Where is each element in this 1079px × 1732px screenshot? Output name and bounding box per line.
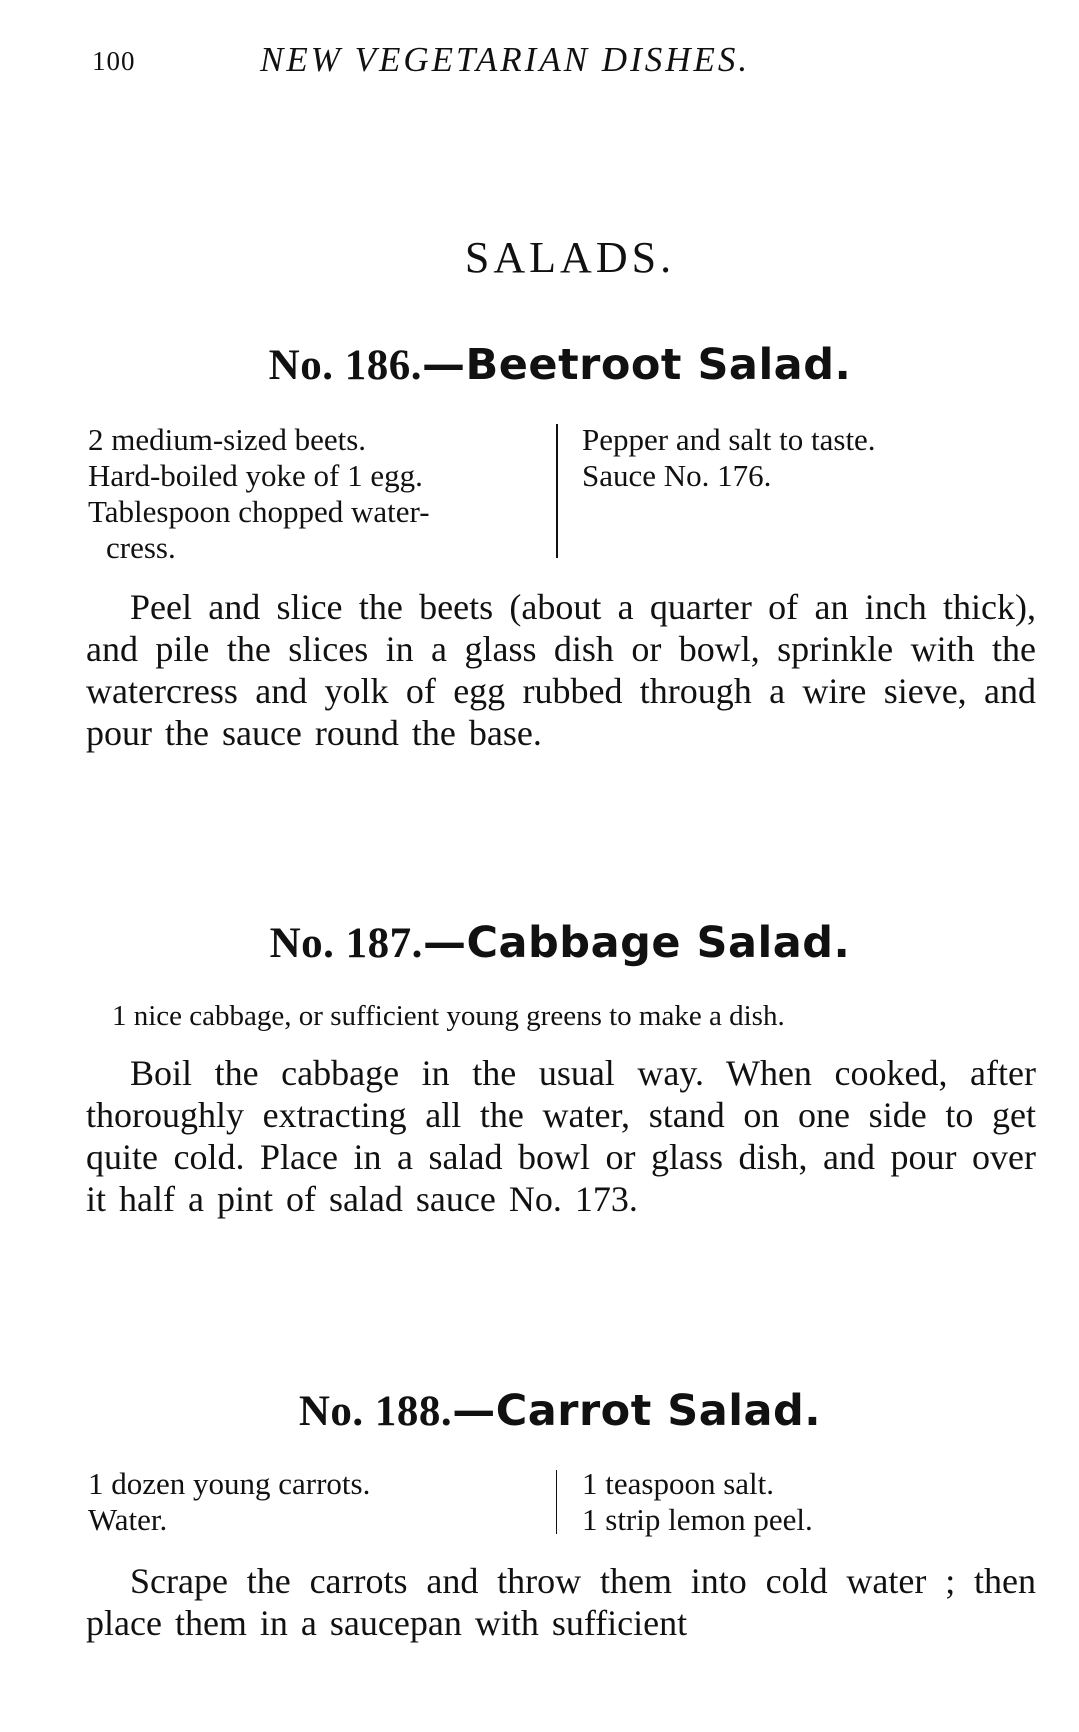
method-187: Boil the cabbage in the usual way. When cooked, after thoroughly extracting all the water, stand on one side to get quite cold. Place in a salad bowl or glass dish, and pour over it half a pint of salad sauce No. 173. xyxy=(86,1053,1036,1219)
ingredient-item: Pepper and salt to taste. xyxy=(582,422,876,457)
ingredient-item: 1 dozen young carrots. xyxy=(88,1466,371,1501)
method-186: Peel and slice the beets (about a quarter of an inch thick), and pile the slices in a glass dish or bowl, sprinkle with the watercress and yolk of egg rubbed through a wire sieve, and pour the sauce round the base. xyxy=(86,587,1036,753)
recipe-number: No. 186. xyxy=(268,342,422,389)
ingredient-item: cress. xyxy=(106,530,176,565)
running-title: NEW VEGETARIAN DISHES. xyxy=(260,40,751,79)
ingredient-item: 1 strip lemon peel. xyxy=(582,1502,813,1537)
ingredient-item: Water. xyxy=(88,1502,168,1537)
ingredients-right-column xyxy=(582,1466,1002,1538)
page-number: 100 xyxy=(92,46,136,76)
method-188: Scrape the carrots and throw them into cold water ; then place them in a saucepan with sufficient xyxy=(86,1561,1036,1643)
recipe-title-186 xyxy=(0,340,1079,390)
recipe-number: No. 187. xyxy=(269,920,423,967)
recipe-title-187 xyxy=(0,918,1079,968)
recipe-name: —Cabbage Salad. xyxy=(422,918,851,968)
recipe-title-188 xyxy=(0,1386,1079,1436)
ingredient-item: 2 medium-sized beets. xyxy=(88,422,367,457)
ingredients-divider xyxy=(556,424,558,558)
ingredient-item: Sauce No. 176. xyxy=(582,458,772,493)
ingredients-left-column xyxy=(88,422,548,566)
ingredients-187: 1 nice cabbage, or sufficient young greens to make a dish. xyxy=(112,1000,785,1032)
ingredients-divider xyxy=(556,1470,557,1534)
recipe-name: —Beetroot Salad. xyxy=(421,340,852,390)
ingredient-item: Tablespoon chopped water- xyxy=(88,494,430,529)
ingredient-item: Hard-boiled yoke of 1 egg. xyxy=(88,458,423,493)
recipe-name: —Carrot Salad. xyxy=(452,1386,822,1436)
ingredients-left-column xyxy=(88,1466,548,1538)
ingredients-right-column xyxy=(582,422,1002,494)
section-title: SALADS. xyxy=(464,233,676,282)
running-head xyxy=(92,40,952,84)
recipe-number: No. 188. xyxy=(298,1388,453,1435)
ingredient-item: 1 teaspoon salt. xyxy=(582,1466,774,1501)
